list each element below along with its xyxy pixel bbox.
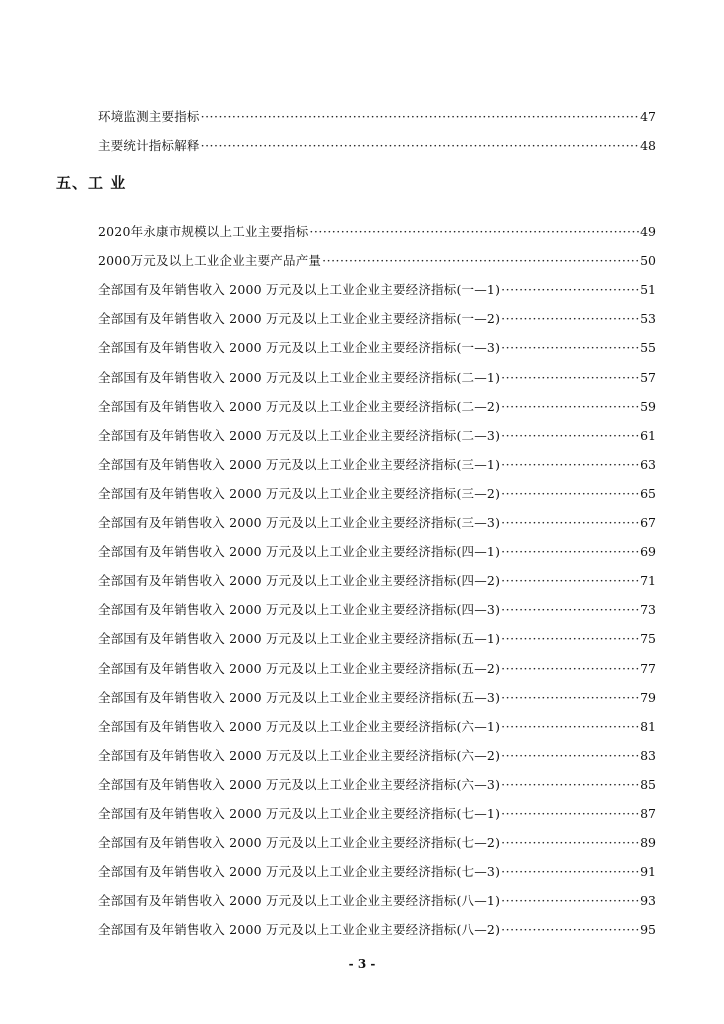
toc-entry-page-number: 71	[640, 573, 656, 589]
toc-entry-title: 主要统计指标解释	[98, 138, 200, 154]
toc-entry[interactable]	[98, 473, 656, 502]
toc-entry-title: 全部国有及年销售收入 2000 万元及以上工业企业主要经济指标(六—3)	[98, 776, 501, 792]
toc-entry-page-number: 57	[640, 369, 656, 385]
dot-leader	[501, 893, 639, 909]
dot-leader	[501, 864, 639, 880]
toc-entry[interactable]	[98, 269, 656, 298]
toc-entry-title: 全部国有及年销售收入 2000 万元及以上工业企业主要经济指标(一—1)	[98, 282, 501, 298]
toc-entry-title: 全部国有及年销售收入 2000 万元及以上工业企业主要经济指标(二—1)	[98, 369, 501, 385]
dot-leader	[201, 138, 639, 154]
dot-leader	[501, 428, 639, 444]
toc-top-entries	[98, 96, 656, 154]
dot-leader	[501, 486, 639, 502]
toc-entry-title: 全部国有及年销售收入 2000 万元及以上工业企业主要经济指标(三—2)	[98, 485, 501, 501]
toc-entry-page-number: 59	[640, 398, 656, 414]
toc-entry-title: 全部国有及年销售收入 2000 万元及以上工业企业主要经济指标(四—2)	[98, 573, 501, 589]
dot-leader	[501, 661, 639, 677]
toc-entry[interactable]	[98, 240, 656, 269]
toc-entry[interactable]	[98, 415, 656, 444]
toc-entry-page-number: 50	[640, 253, 656, 269]
toc-entry-page-number: 79	[640, 689, 656, 705]
dot-leader	[501, 835, 639, 851]
toc-entry-page-number: 48	[640, 138, 656, 154]
toc-entry-title: 全部国有及年销售收入 2000 万元及以上工业企业主要经济指标(四—3)	[98, 602, 501, 618]
toc-entry-title: 全部国有及年销售收入 2000 万元及以上工业企业主要经济指标(三—3)	[98, 515, 501, 531]
toc-entry-page-number: 67	[640, 515, 656, 531]
toc-entry-page-number: 75	[640, 631, 656, 647]
dot-leader	[501, 922, 639, 938]
dot-leader	[501, 457, 639, 473]
toc-entry-page-number: 73	[640, 602, 656, 618]
toc-entry-page-number: 49	[640, 224, 656, 240]
dot-leader	[501, 719, 639, 735]
dot-leader	[501, 806, 639, 822]
toc-entry-title: 环境监测主要指标	[98, 109, 200, 125]
dot-leader	[501, 777, 639, 793]
toc-entry[interactable]	[98, 327, 656, 356]
toc-entry-page-number: 63	[640, 456, 656, 472]
toc-entry-page-number: 87	[640, 805, 656, 821]
dot-leader	[501, 690, 639, 706]
toc-entry[interactable]	[98, 880, 656, 909]
dot-leader	[201, 109, 639, 125]
toc-entry[interactable]	[98, 735, 656, 764]
toc-entry-page-number: 65	[640, 485, 656, 501]
toc-entry[interactable]	[98, 677, 656, 706]
dot-leader	[309, 224, 639, 240]
toc-entry-page-number: 77	[640, 660, 656, 676]
toc-entry-page-number: 55	[640, 340, 656, 356]
toc-entry[interactable]	[98, 822, 656, 851]
toc-entry[interactable]	[98, 589, 656, 618]
toc-entry-title: 全部国有及年销售收入 2000 万元及以上工业企业主要经济指标(七—3)	[98, 864, 501, 880]
toc-entry-page-number: 53	[640, 311, 656, 327]
toc-entry[interactable]	[98, 706, 656, 735]
dot-leader	[501, 370, 639, 386]
toc-section-entries	[98, 211, 656, 938]
toc-entry[interactable]	[98, 531, 656, 560]
toc-entry-title: 全部国有及年销售收入 2000 万元及以上工业企业主要经济指标(八—2)	[98, 922, 501, 938]
toc-entry-title: 2000万元及以上工业企业主要产品产量	[98, 253, 322, 269]
toc-entry-title: 全部国有及年销售收入 2000 万元及以上工业企业主要经济指标(二—2)	[98, 398, 501, 414]
toc-entry-page-number: 81	[640, 718, 656, 734]
toc-entry[interactable]	[98, 96, 656, 125]
toc-entry[interactable]	[98, 793, 656, 822]
toc-entry[interactable]	[98, 909, 656, 938]
toc-entry[interactable]	[98, 298, 656, 327]
toc-entry[interactable]	[98, 764, 656, 793]
toc-entry-page-number: 95	[640, 922, 656, 938]
toc-entry[interactable]	[98, 560, 656, 589]
toc-entry-title: 全部国有及年销售收入 2000 万元及以上工业企业主要经济指标(一—2)	[98, 311, 501, 327]
toc-entry[interactable]	[98, 444, 656, 473]
toc-entry-title: 全部国有及年销售收入 2000 万元及以上工业企业主要经济指标(五—3)	[98, 689, 501, 705]
toc-entry-page-number: 89	[640, 835, 656, 851]
toc-entry-page-number: 83	[640, 747, 656, 763]
toc-entry-title: 全部国有及年销售收入 2000 万元及以上工业企业主要经济指标(五—1)	[98, 631, 501, 647]
toc-entry-title: 全部国有及年销售收入 2000 万元及以上工业企业主要经济指标(四—1)	[98, 544, 501, 560]
toc-entry-page-number: 91	[640, 864, 656, 880]
toc-entry-page-number: 69	[640, 544, 656, 560]
dot-leader	[501, 399, 639, 415]
toc-entry[interactable]	[98, 211, 656, 240]
dot-leader	[501, 340, 639, 356]
dot-leader	[501, 311, 639, 327]
dot-leader	[322, 253, 639, 269]
toc-entry-title: 全部国有及年销售收入 2000 万元及以上工业企业主要经济指标(七—1)	[98, 805, 501, 821]
toc-entry-title: 全部国有及年销售收入 2000 万元及以上工业企业主要经济指标(七—2)	[98, 835, 501, 851]
dot-leader	[501, 282, 639, 298]
dot-leader	[501, 748, 639, 764]
toc-entry-page-number: 51	[640, 282, 656, 298]
toc-entry[interactable]	[98, 125, 656, 154]
toc-entry[interactable]	[98, 356, 656, 385]
section-heading: 五、工 业	[56, 174, 127, 192]
toc-entry[interactable]	[98, 502, 656, 531]
toc-entry-title: 全部国有及年销售收入 2000 万元及以上工业企业主要经济指标(一—3)	[98, 340, 501, 356]
toc-entry-title: 全部国有及年销售收入 2000 万元及以上工业企业主要经济指标(六—1)	[98, 718, 501, 734]
dot-leader	[501, 573, 639, 589]
dot-leader	[501, 544, 639, 560]
dot-leader	[501, 631, 639, 647]
toc-entry-page-number: 47	[640, 109, 656, 125]
toc-entry[interactable]	[98, 618, 656, 647]
toc-entry-title: 全部国有及年销售收入 2000 万元及以上工业企业主要经济指标(五—2)	[98, 660, 501, 676]
toc-entry-page-number: 85	[640, 776, 656, 792]
toc-entry-title: 2020年永康市规模以上工业主要指标	[98, 224, 309, 240]
toc-entry[interactable]	[98, 386, 656, 415]
toc-entry-page-number: 61	[640, 427, 656, 443]
toc-entry-title: 全部国有及年销售收入 2000 万元及以上工业企业主要经济指标(六—2)	[98, 747, 501, 763]
dot-leader	[501, 515, 639, 531]
toc-entry-title: 全部国有及年销售收入 2000 万元及以上工业企业主要经济指标(二—3)	[98, 427, 501, 443]
toc-entry-title: 全部国有及年销售收入 2000 万元及以上工业企业主要经济指标(八—1)	[98, 893, 501, 909]
toc-entry-page-number: 93	[640, 893, 656, 909]
toc-entry[interactable]	[98, 647, 656, 676]
page-number: - 3 -	[348, 957, 376, 971]
toc-entry[interactable]	[98, 851, 656, 880]
dot-leader	[501, 602, 639, 618]
toc-entry-title: 全部国有及年销售收入 2000 万元及以上工业企业主要经济指标(三—1)	[98, 456, 501, 472]
